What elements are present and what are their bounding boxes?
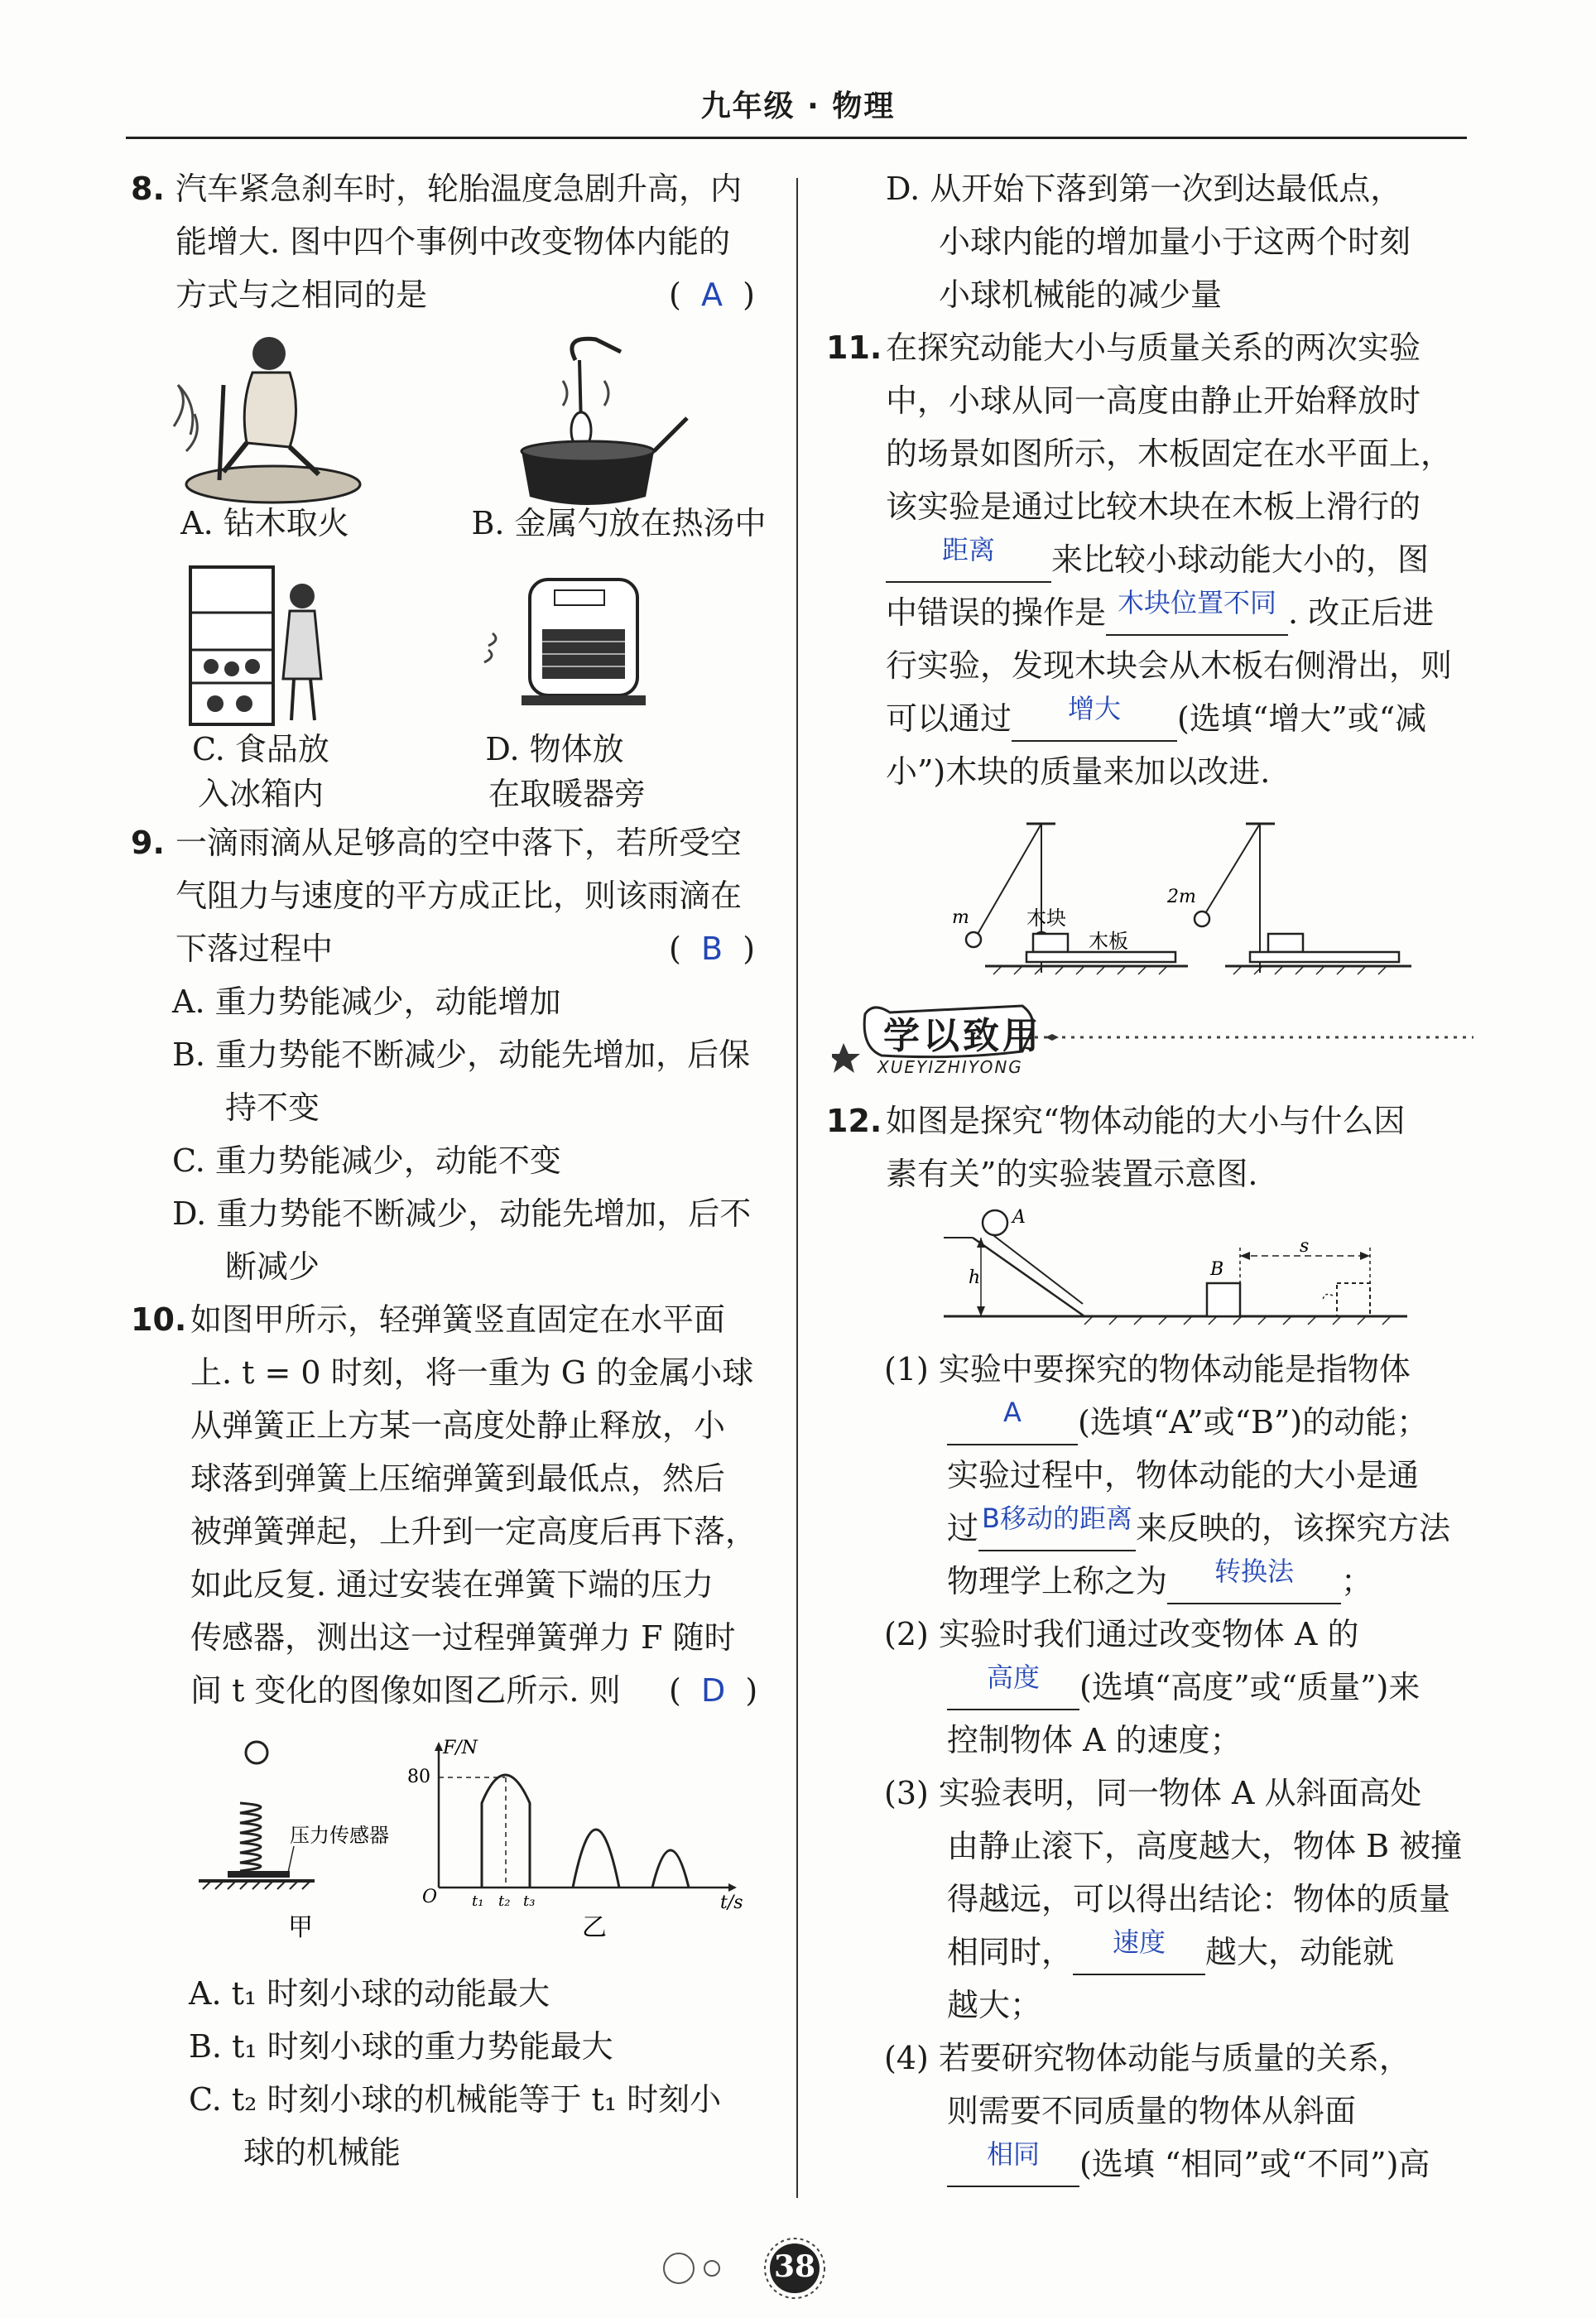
question-text: 可以通过 — [886, 700, 1012, 737]
option-b: B. 重力势能不断减少，动能先增加，后保 — [172, 1036, 751, 1073]
question-9 — [131, 816, 768, 1293]
question-12-parts — [884, 1343, 1472, 2191]
t2-label: t₂ — [498, 1892, 511, 1910]
page-header: 九年级 · 物理 — [700, 89, 896, 123]
pendulum-block-figure — [944, 807, 1424, 989]
question-number: 10. — [131, 1301, 187, 1338]
page-number-badge — [654, 2235, 844, 2301]
ramp-experiment-figure — [935, 1205, 1416, 1329]
question-text: 从弹簧正上方某一高度处静止释放，小 — [190, 1407, 726, 1444]
question-text: 方式与之相同的是 — [175, 277, 428, 313]
question-text: 传感器，测出这一过程弹簧弹力 F 随时 — [190, 1619, 736, 1656]
part-2-text: 控制物体 A 的速度； — [947, 1722, 1242, 1758]
pressure-sensor — [228, 1871, 290, 1878]
ball-m — [966, 932, 981, 947]
option-b-cont: 持不变 — [225, 1089, 320, 1126]
sensor-label: 压力传感器 — [290, 1824, 389, 1847]
spoon-in-soup-illustration — [488, 327, 695, 509]
question-text: 如图是探究“物体动能的大小与什么因 — [886, 1103, 1406, 1139]
question-11 — [826, 321, 1464, 798]
question-text: 气阻力与速度的平方成正比，则该雨滴在 — [175, 878, 743, 914]
answer-bracket: ( D ) — [669, 1672, 758, 1709]
part-3-text: (3) 实验表明，同一物体 A 从斜面高处 — [884, 1775, 1422, 1811]
part-3-text: 相同时， — [947, 1934, 1074, 1970]
wood-board — [1026, 952, 1175, 962]
ramp — [973, 1238, 1084, 1316]
answer-blank — [1106, 587, 1288, 636]
y-axis-label: F/N — [443, 1738, 478, 1758]
question-text: 如图甲所示，轻弹簧竖直固定在水平面 — [190, 1301, 726, 1338]
answer-blank — [1073, 1926, 1205, 1975]
mass-label: m — [952, 907, 969, 928]
answer-blank — [947, 1397, 1078, 1445]
question-text: 汽车紧急刹车时，轮胎温度急剧升高，内 — [175, 171, 743, 207]
question-text: (选填“增大”或“减 — [1177, 700, 1427, 737]
fridge-illustration — [182, 563, 331, 729]
answer-blank — [886, 534, 1051, 583]
option-c: C. 重力势能减少，动能不变 — [172, 1142, 561, 1179]
question-text: 球落到弹簧上压缩弹簧到最低点，然后 — [190, 1460, 726, 1497]
blank-answer: 转换法 — [1214, 1556, 1295, 1587]
part-2-text: (2) 实验时我们通过改变物体 A 的 — [884, 1616, 1359, 1652]
option-c-cont: 球的机械能 — [243, 2134, 401, 2171]
answer-choice: D — [700, 1672, 726, 1709]
x-axis-label: t/s — [720, 1892, 743, 1913]
part-3-text: 越大，动能就 — [1205, 1934, 1395, 1970]
mass-label-2: 2m — [1167, 887, 1196, 907]
part-3-text: 得越远，可以得出结论：物体的质量 — [947, 1881, 1451, 1917]
wood-block — [1033, 934, 1068, 952]
part-1-text: 过 — [947, 1510, 979, 1546]
force-peak-2 — [573, 1830, 619, 1888]
t3-label: t₃ — [523, 1892, 536, 1910]
spring — [240, 1803, 261, 1871]
part-1-text: ； — [1341, 1563, 1373, 1599]
option-caption: 在取暖器旁 — [488, 776, 646, 812]
option-caption: B. 金属勺放在热汤中 — [471, 505, 767, 541]
question-8 — [131, 162, 768, 321]
figure-label-yi: 乙 — [582, 1913, 607, 1942]
part-3-text: 由静止滚下，高度越大，物体 B 被撞 — [947, 1828, 1463, 1864]
option-a: A. t₁ 时刻小球的动能最大 — [189, 1975, 550, 2012]
option-caption: 入冰箱内 — [197, 776, 324, 812]
question-text: 中，小球从同一高度由静止开始释放时 — [886, 382, 1421, 419]
option-caption: A. 钻木取火 — [180, 505, 349, 541]
option-a: A. 重力势能减少，动能增加 — [172, 983, 561, 1020]
ball-a — [983, 1210, 1007, 1235]
column-divider — [796, 178, 798, 2198]
question-number: 9. — [131, 825, 165, 861]
question-10-option-d — [886, 162, 1523, 321]
option-caption: C. 食品放 — [192, 731, 329, 767]
option-d-cont: 断减少 — [225, 1248, 320, 1285]
answer-blank — [1167, 1556, 1341, 1604]
question-10-options — [189, 1967, 826, 2179]
figure-label-jia: 甲 — [288, 1913, 313, 1942]
label-b: B — [1210, 1259, 1224, 1280]
blank-answer: 增大 — [1068, 693, 1122, 724]
question-12 — [826, 1094, 1464, 1200]
header-rule — [126, 137, 1467, 139]
question-text: 如此反复. 通过安装在弹簧下端的压力 — [190, 1566, 714, 1603]
origin-label: O — [422, 1887, 438, 1907]
t1-label: t₁ — [472, 1892, 484, 1910]
question-text: 上. t = 0 时刻，将一重为 G 的金属小球 — [190, 1354, 754, 1391]
question-text: 在探究动能大小与质量关系的两次实验 — [886, 329, 1421, 366]
option-b: B. t₁ 时刻小球的重力势能最大 — [189, 2028, 613, 2065]
part-4-text: 则需要不同质量的物体从斜面 — [947, 2093, 1357, 2129]
part-1-text: 物理学上称之为 — [947, 1563, 1168, 1599]
section-title: 学以致用 — [883, 1015, 1042, 1057]
question-number: 12. — [826, 1103, 882, 1139]
question-text: 中错误的操作是 — [886, 594, 1107, 631]
part-4-text: (选填 “相同”或“不同”)高 — [1079, 2146, 1430, 2182]
answer-choice: B — [700, 931, 723, 967]
blank-answer: 高度 — [986, 1662, 1040, 1693]
page-number: 38 — [773, 2249, 816, 2284]
answer-blank — [1012, 693, 1177, 742]
answer-bracket: ( B ) — [669, 931, 756, 967]
answer-blank — [947, 1662, 1079, 1710]
question-text: 下落过程中 — [175, 931, 334, 967]
question-text: . 改正后进 — [1288, 594, 1435, 631]
answer-blank — [978, 1503, 1136, 1551]
label-h: h — [969, 1267, 981, 1288]
section-banner — [832, 998, 1478, 1080]
question-text: 能增大. 图中四个事例中改变物体内能的 — [175, 224, 731, 260]
blank-answer: 木块位置不同 — [1118, 587, 1277, 618]
blank-answer: 速度 — [1113, 1926, 1166, 1958]
part-1-text: 实验过程中，物体动能的大小是通 — [947, 1457, 1420, 1493]
question-text: 素有关”的实验装置示意图. — [886, 1156, 1258, 1192]
part-4-text: (4) 若要研究物体动能与质量的关系， — [884, 2040, 1411, 2076]
option-d: D. 重力势能不断减少，动能先增加，后不 — [172, 1195, 752, 1232]
question-text: 小”)木块的质量来加以改进. — [886, 753, 1271, 790]
label-a: A — [1012, 1207, 1026, 1228]
part-3-text: 越大； — [947, 1987, 1042, 2023]
question-text: 行实验，发现木块会从木板右侧滑出，则 — [886, 647, 1453, 684]
section-pinyin: XUEYIZHIYONG — [877, 1057, 1023, 1077]
force-peak-3 — [652, 1850, 689, 1888]
question-number: 8. — [131, 171, 165, 207]
blank-answer: 距离 — [941, 534, 995, 565]
blank-answer: A — [1003, 1397, 1022, 1428]
question-text: 该实验是通过比较木块在木板上滑行的 — [886, 488, 1421, 525]
drilling-fire-illustration — [157, 327, 364, 509]
option-d-cont: 小球机械能的减少量 — [939, 277, 1223, 313]
blank-answer: B移动的距离 — [982, 1503, 1132, 1534]
block-label: 木块 — [1026, 907, 1066, 930]
metal-ball — [246, 1742, 267, 1763]
block-b — [1207, 1283, 1240, 1316]
question-number: 11. — [826, 329, 882, 366]
blank-answer: 相同 — [986, 2138, 1040, 2170]
spring-force-figure — [190, 1730, 770, 1945]
question-text: 被弹簧弹起，上升到一定高度后再下落， — [190, 1513, 757, 1550]
question-text: 一滴雨滴从足够高的空中落下，若所受空 — [175, 825, 743, 861]
label-s: s — [1300, 1236, 1310, 1257]
board-label: 木板 — [1089, 930, 1128, 953]
question-10 — [131, 1293, 768, 1717]
option-d: D. 从开始下落到第一次到达最低点， — [886, 171, 1402, 207]
part-2-text: (选填“高度”或“质量”)来 — [1079, 1669, 1421, 1705]
y-tick-label: 80 — [407, 1767, 430, 1787]
option-caption: D. 物体放 — [485, 731, 624, 767]
question-text: 来比较小球动能大小的，图 — [1051, 541, 1430, 578]
question-text: 间 t 变化的图像如图乙所示. 则 — [190, 1672, 621, 1709]
part-1-text: 来反映的，该探究方法 — [1136, 1510, 1451, 1546]
option-d-cont: 小球内能的增加量小于这两个时刻 — [939, 224, 1411, 260]
answer-blank — [947, 2138, 1079, 2187]
part-1-text: (选填“A”或“B”)的动能； — [1078, 1404, 1429, 1440]
answer-choice: A — [700, 277, 723, 313]
ball-2m — [1195, 911, 1209, 926]
answer-bracket: ( A ) — [669, 277, 755, 313]
option-c: C. t₂ 时刻小球的机械能等于 t₁ 时刻小 — [189, 2081, 722, 2118]
part-1-text: (1) 实验中要探究的物体动能是指物体 — [884, 1351, 1411, 1387]
heater-illustration — [472, 567, 654, 712]
question-text: 的场景如图所示，木板固定在水平面上， — [886, 435, 1453, 472]
